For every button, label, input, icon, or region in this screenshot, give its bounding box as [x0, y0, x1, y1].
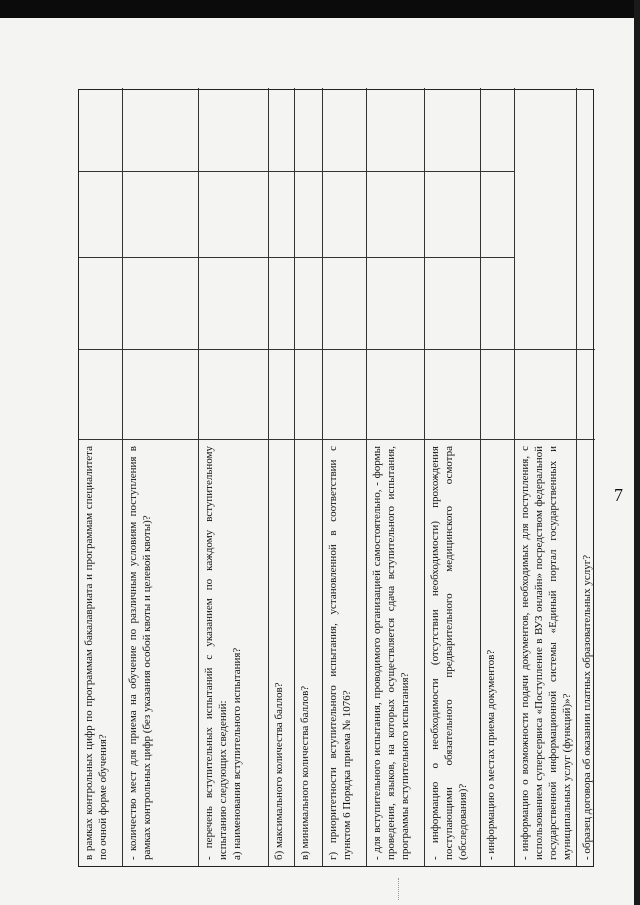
table-row	[577, 88, 595, 866]
page-number: 7	[614, 485, 623, 505]
table-row	[199, 88, 269, 866]
criterion-text: - информацию о местах приема документов?	[485, 649, 497, 860]
scan-margin-mark	[398, 878, 400, 900]
column-divider	[79, 439, 595, 440]
rotated-page	[78, 89, 623, 867]
table-row	[481, 88, 515, 866]
table-row	[269, 88, 295, 866]
table-row	[515, 88, 577, 866]
table-row	[123, 88, 199, 866]
criterion-text: - информацию о возможности подачи документов, необходимых для поступления, с использованием суперсервиса «Поступление в ВУЗ онлайн» посредством федеральной государственной информационной системы «Единый портал государственных и муниципальных услуг (функций)»?	[519, 446, 574, 860]
table-row	[367, 88, 425, 866]
criterion-text: - перечень вступительных испытаний с указанием по каждому вступительному испытанию следующих сведений: а) наименования вступительного испытания?	[203, 446, 244, 860]
criterion-text: б) максимального количества баллов?	[273, 682, 285, 860]
table-row	[425, 88, 481, 866]
column-divider	[79, 349, 595, 350]
criterion-text: в) минимального количества баллов?	[299, 685, 311, 860]
criterion-text: г) приоритетности вступительного испытания, установленной в соответствии с пунктом 6 Порядка приема № 1076?	[327, 446, 354, 860]
criterion-text: - количество мест для приема на обучение по различным условиям поступления в рамках контрольных цифр (без указания особой квоты и целевой квоты)?	[127, 446, 154, 860]
column-divider	[79, 171, 515, 172]
table-row	[323, 88, 367, 866]
criterion-text: - для вступительного испытания, проводимого организацией самостоятельно, - формы проведения, языков, на которых осуществляется сдача вступительного испытания, программы вступительного испытания?	[371, 446, 412, 860]
scan-right-edge	[634, 0, 640, 905]
scan-top-border	[0, 0, 640, 18]
table-row	[79, 88, 123, 866]
criterion-text: - информацию о необходимости (отсутствии необходимости) прохождения поступающими обязательного предварительного медицинского осмотра (обследования)?	[429, 446, 470, 860]
criterion-text: - образец договора об оказании платных образовательных услуг?	[581, 554, 593, 860]
checklist-table	[78, 89, 594, 867]
criterion-text: в рамках контрольных цифр по программам бакалавриата и программам специалитета по очной форме обучения?	[83, 446, 110, 860]
table-row	[295, 88, 323, 866]
column-divider	[79, 257, 515, 258]
